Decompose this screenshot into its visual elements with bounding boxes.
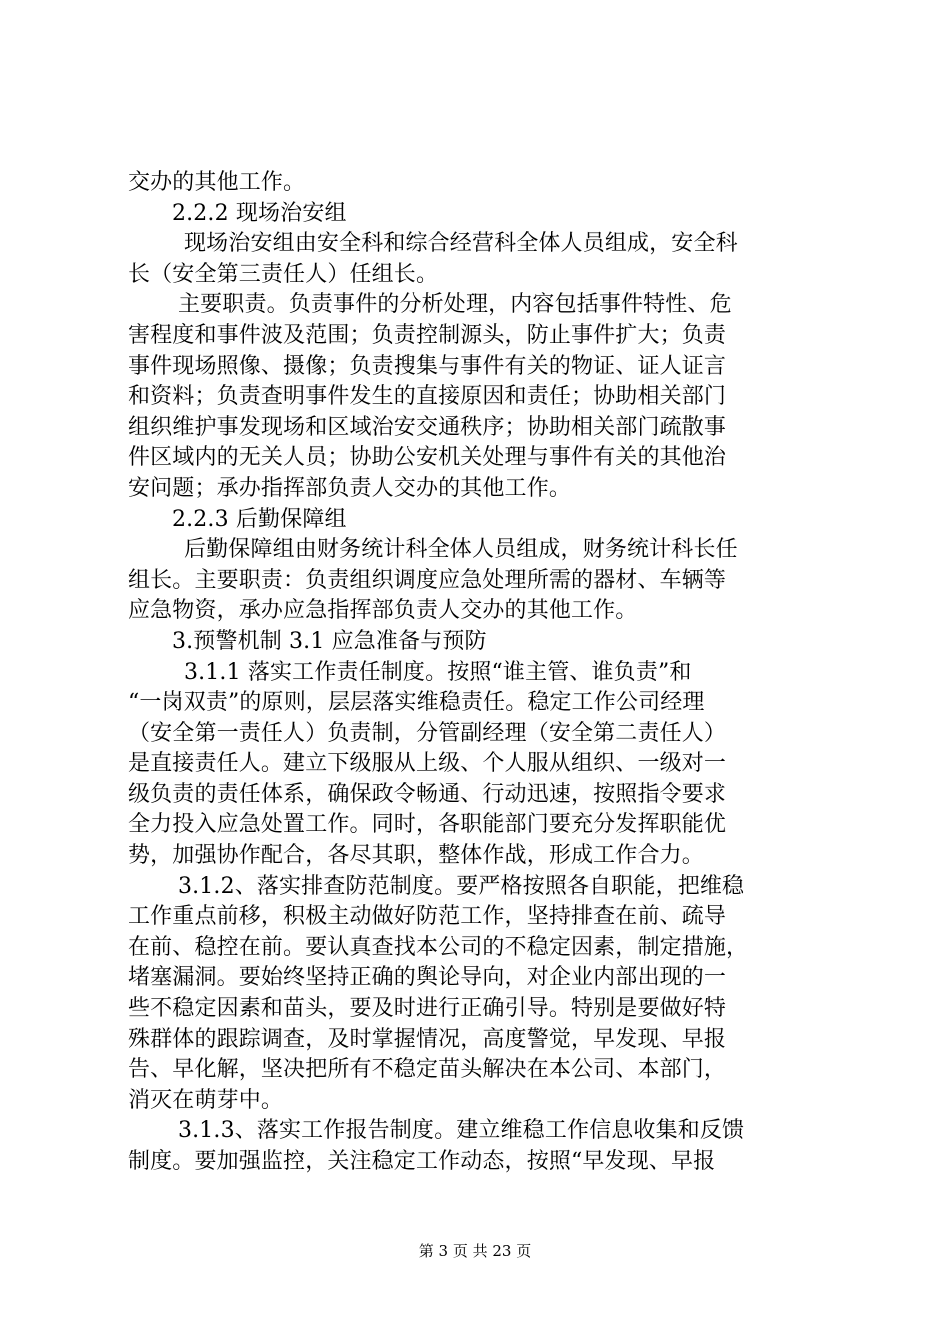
text-line: 应急物资，承办应急指挥部负责人交办的其他工作。 — [128, 598, 638, 624]
text-line: 3.1.2、落实排查防范制度。要严格按照各自职能，把维稳 — [178, 873, 745, 899]
document-body — [128, 168, 833, 1178]
text-line: 告、早化解，坚决把所有不稳定苗头解决在本公司、本部门， — [128, 1057, 727, 1083]
text-line: 3.1.3、落实工作报告制度。建立维稳工作信息收集和反馈 — [178, 1118, 745, 1144]
text-line: 主要职责。负责事件的分析处理，内容包括事件特性、危 — [178, 292, 732, 318]
text-line: 后勤保障组由财务统计科全体人员组成，财务统计科长任 — [184, 537, 738, 563]
text-line: 害程度和事件波及范围；负责控制源头，防止事件扩大；负责 — [128, 322, 727, 348]
text-line: 些不稳定因素和苗头，要及时进行正确引导。特别是要做好特 — [128, 996, 727, 1022]
text-line: 级负责的责任体系，确保政令畅通、行动迅速，按照指令要求 — [128, 781, 727, 807]
text-line: 现场治安组由安全科和综合经营科全体人员组成，安全科 — [184, 231, 738, 257]
text-line: “一岗双责”的原则，层层落实维稳责任。稳定工作公司经理 — [128, 690, 705, 716]
text-line: 和资料；负责查明事件发生的直接原因和责任；协助相关部门 — [128, 384, 727, 410]
text-line: 制度。要加强监控，关注稳定工作动态，按照“早发现、早报 — [128, 1149, 716, 1174]
text-line: 事件现场照像、摄像；负责搜集与事件有关的物证、证人证言 — [128, 353, 727, 379]
text-line: 安问题；承办指挥部负责人交办的其他工作。 — [128, 475, 572, 501]
text-line: 工作重点前移，积极主动做好防范工作，坚持排查在前、疏导 — [128, 904, 727, 930]
text-line: 件区域内的无关人员；协助公安机关处理与事件有关的其他治 — [128, 445, 727, 471]
text-line: 全力投入应急处置工作。同时，各职能部门要充分发挥职能优 — [128, 812, 727, 838]
text-line: 3.1.1 落实工作责任制度。按照“谁主管、谁负责”和 — [184, 659, 692, 685]
text-line: 交办的其他工作。 — [128, 170, 306, 195]
text-line: 长（安全第三责任人）任组长。 — [128, 261, 439, 287]
text-line: 组织维护事发现场和区域治安交通秩序；协助相关部门疏散事 — [128, 414, 727, 440]
text-line: 2.2.3 后勤保障组 — [172, 506, 347, 532]
text-line: 是直接责任人。建立下级服从上级、个人服从组织、一级对一 — [128, 751, 727, 777]
text-line: 3.预警机制 3.1 应急准备与预防 — [172, 628, 487, 654]
text-line: 势，加强协作配合，各尽其职，整体作战，形成工作合力。 — [128, 843, 704, 869]
page-footer: 第 3 页 共 23 页 — [418, 1242, 532, 1260]
text-line: 消灭在萌芽中。 — [128, 1087, 284, 1113]
text-line: 组长。主要职责：负责组织调度应急处理所需的器材、车辆等 — [128, 567, 727, 593]
text-line: （安全第一责任人）负责制，分管副经理（安全第二责任人） — [128, 720, 727, 746]
text-line: 在前、稳控在前。要认真查找本公司的不稳定因素，制定措施， — [128, 934, 749, 960]
text-line: 堵塞漏洞。要始终坚持正确的舆论导向，对企业内部出现的一 — [128, 965, 727, 991]
text-line: 2.2.2 现场治安组 — [172, 200, 347, 226]
text-line: 殊群体的跟踪调查，及时掌握情况，高度警觉，早发现、早报 — [128, 1026, 727, 1052]
